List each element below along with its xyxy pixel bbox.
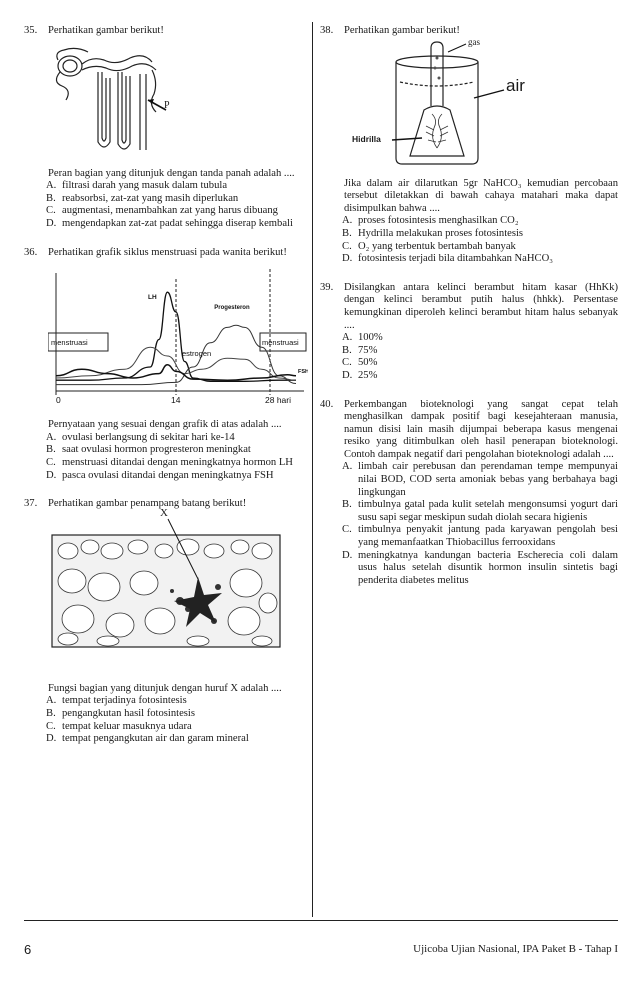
option-b[interactable]	[46, 708, 308, 721]
option-b[interactable]	[342, 228, 618, 241]
option-letter: A.	[342, 215, 353, 227]
option-letter: D.	[342, 549, 353, 561]
question-prompt: Fungsi bagian yang ditunjuk dengan huruf X adalah ....	[48, 682, 282, 694]
stem-cross-section-figure	[48, 506, 308, 667]
option-letter: C.	[46, 205, 56, 217]
option-c[interactable]	[46, 721, 308, 734]
question-stem: Perhatikan gambar berikut!	[48, 25, 164, 36]
option-text: reabsorbsi, zat-zat yang masih diperlukan	[62, 192, 239, 204]
question-stem: Disilangkan antara kelinci berambut hitam kasar (HhKk) dengan kelinci berambut putih halus (hhkk). Persentase kemungkinan diperoleh kelinci berambut hitam halus sebanyak ....	[344, 281, 618, 331]
option-text: 50%	[358, 357, 378, 369]
option-a[interactable]	[342, 461, 618, 499]
label-progesteron: Progesteron	[214, 305, 250, 312]
option-a[interactable]	[342, 332, 618, 345]
option-letter: D.	[46, 469, 57, 481]
footer-rule	[24, 920, 618, 921]
options	[342, 461, 618, 587]
question-number: 37.	[24, 498, 38, 510]
option-b[interactable]	[46, 193, 308, 206]
stem-cross-section-illustration	[48, 517, 288, 667]
option-text: 75%	[358, 344, 378, 356]
figure-label-gas: gas	[468, 36, 480, 47]
question-prompt: Jika dalam air dilarutkan 5gr NaHCO₃ kemudian percobaan tersebut diletakkan di bawah cahaya matahari maka dapat disimpulkan bahwa ....	[344, 177, 618, 214]
question-number: 38.	[320, 25, 334, 36]
option-c[interactable]	[342, 241, 618, 254]
option-letter: B.	[342, 344, 352, 356]
question-stem: Perhatikan gambar berikut!	[344, 25, 460, 36]
option-text: augmentasi, menambahkan zat yang harus dibuang	[62, 205, 278, 217]
question-prompt: Peran bagian yang ditunjuk dengan tanda panah adalah ....	[48, 167, 295, 179]
option-letter: C.	[342, 357, 352, 369]
label-menstruasi-right: menstruasi	[262, 338, 299, 348]
figure-label-air: air	[506, 75, 525, 95]
option-letter: A.	[46, 180, 57, 192]
option-letter: C.	[342, 524, 352, 536]
chart-svg	[48, 263, 308, 413]
option-d[interactable]	[342, 550, 618, 588]
question-40	[320, 399, 618, 588]
option-text: timbulnya gatal pada kulit setelah mengonsumsi yogurt dari susu sapi segar meskipun sudah diolah secara higienis	[358, 499, 618, 523]
option-text: meningkatnya kandungan bacteria Escherecia coli dalam usus halus setelah disuntik hormon insulin sintetis bagi penderita diabetes melitus	[358, 549, 618, 586]
option-letter: D.	[342, 253, 353, 265]
option-text: tempat pengangkutan air dan garam mineral	[62, 733, 249, 745]
option-letter: B.	[46, 707, 56, 719]
option-text: fotosintesis terjadi bila ditambahkan NaHCO₃	[358, 253, 553, 265]
figure-label-p: P	[164, 99, 170, 111]
question-stem: Perkembangan bioteknologi yang sangat cepat telah menghasilkan dampak positif bagi kesejahteraan manusia, namun disisi lain masih dijumpai beberapa kasus mengenai resiko yang ditimbulkan oleh hasil penerapan bioteknologi. Contoh dampak negatif dari pengolahan bioteknologi adalah ....	[344, 398, 618, 460]
label-estrogen: estrogen	[182, 349, 212, 359]
option-a[interactable]	[342, 215, 618, 228]
option-letter: A.	[46, 695, 57, 707]
option-letter: A.	[46, 431, 57, 443]
option-letter: C.	[46, 720, 56, 732]
options	[342, 215, 618, 265]
question-prompt: Pernyataan yang sesuai dengan grafik di atas adalah ....	[48, 419, 282, 431]
options	[342, 332, 618, 382]
series-line-fsh	[56, 365, 296, 380]
label-fsh: FSH	[298, 369, 308, 376]
option-text: timbulnya penyakit jantung pada karyawan pengolah besi yang memanfaatkan Thiobacillus ferrooxidans	[358, 524, 618, 549]
option-letter: B.	[342, 499, 352, 511]
option-a[interactable]	[46, 180, 308, 193]
question-number: 35.	[24, 25, 38, 36]
question-number: 39.	[320, 281, 334, 293]
option-text: limbah cair perebusan dan perendaman tempe mempunyai nilai BOD, COD serta amoniak bebas yang berbahaya bagi lingkungan	[358, 461, 618, 498]
column-divider	[312, 22, 313, 917]
option-d[interactable]	[46, 218, 308, 231]
option-text: proses fotosintesis menghasilkan CO₂	[358, 215, 519, 227]
question-35	[24, 25, 308, 231]
option-b[interactable]	[342, 345, 618, 358]
x-tick-label: 0	[56, 395, 61, 406]
option-c[interactable]	[342, 357, 618, 370]
label-menstruasi-left: menstruasi	[51, 338, 88, 348]
option-c[interactable]	[342, 524, 618, 549]
options	[46, 695, 308, 745]
option-b[interactable]	[46, 444, 308, 457]
options	[46, 432, 308, 482]
option-letter: B.	[342, 227, 352, 239]
option-letter: B.	[46, 444, 56, 456]
option-c[interactable]	[46, 205, 308, 218]
option-d[interactable]	[342, 253, 618, 266]
option-letter: D.	[46, 217, 57, 229]
menstrual-cycle-chart	[48, 263, 308, 413]
figure-label-hidrilla: Hidrilla	[352, 133, 381, 144]
option-text: pengangkutan hasil fotosintesis	[62, 707, 195, 719]
option-text: pasca ovulasi ditandai dengan meningkatnya FSH	[62, 469, 274, 481]
label-lh: LH	[148, 294, 157, 302]
beaker-illustration	[344, 40, 544, 168]
left-column	[24, 25, 308, 746]
footer-title: Ujicoba Ujian Nasional, IPA Paket B - Tahap I	[413, 943, 618, 955]
option-letter: A.	[342, 461, 353, 473]
question-stem: Perhatikan grafik siklus menstruasi pada wanita berikut!	[48, 246, 287, 258]
hydrilla-experiment-figure	[344, 36, 618, 168]
nephron-figure	[48, 42, 308, 162]
option-letter: C.	[46, 456, 56, 468]
question-stem: Perhatikan gambar penampang batang berikut!	[48, 498, 247, 510]
option-letter: C.	[342, 240, 352, 252]
figure-label-x: X	[160, 506, 168, 519]
option-d[interactable]	[46, 470, 308, 483]
option-letter: A.	[342, 332, 353, 344]
option-c[interactable]	[46, 457, 308, 470]
option-text: Hydrilla melakukan proses fotosintesis	[358, 227, 524, 239]
option-d[interactable]	[46, 733, 308, 746]
question-37	[24, 498, 308, 746]
option-letter: B.	[46, 192, 56, 204]
question-number: 36.	[24, 246, 38, 258]
question-38	[320, 25, 618, 266]
option-b[interactable]	[342, 499, 618, 524]
options	[46, 180, 308, 230]
x-tick-label: 28 hari	[265, 395, 291, 406]
option-letter: D.	[46, 733, 57, 745]
option-letter: D.	[342, 369, 353, 381]
option-text: menstruasi ditandai dengan meningkatnya hormon LH	[62, 456, 293, 468]
option-text: mengendapkan zat-zat padat sehingga diserap kembali	[62, 217, 293, 229]
option-text: filtrasi darah yang masuk dalam tubula	[62, 180, 228, 192]
option-text: ovulasi berlangsung di sekitar hari ke-14	[62, 431, 235, 443]
option-text: saat ovulasi hormon progresteron meningkat	[62, 444, 251, 456]
option-a[interactable]	[46, 695, 308, 708]
question-36	[24, 247, 308, 483]
option-a[interactable]	[46, 432, 308, 445]
option-text: 100%	[358, 332, 383, 344]
option-text: tempat terjadinya fotosintesis	[62, 695, 187, 707]
page-number: 6	[24, 942, 32, 957]
option-text: 25%	[358, 369, 378, 381]
option-d[interactable]	[342, 370, 618, 383]
x-tick-label: 14	[171, 395, 181, 406]
right-column	[320, 25, 618, 587]
option-text: tempat keluar masuknya udara	[62, 720, 192, 732]
question-39	[320, 282, 618, 383]
option-text: O₂ yang terbentuk bertambah banyak	[358, 240, 516, 252]
question-number: 40.	[320, 398, 334, 410]
